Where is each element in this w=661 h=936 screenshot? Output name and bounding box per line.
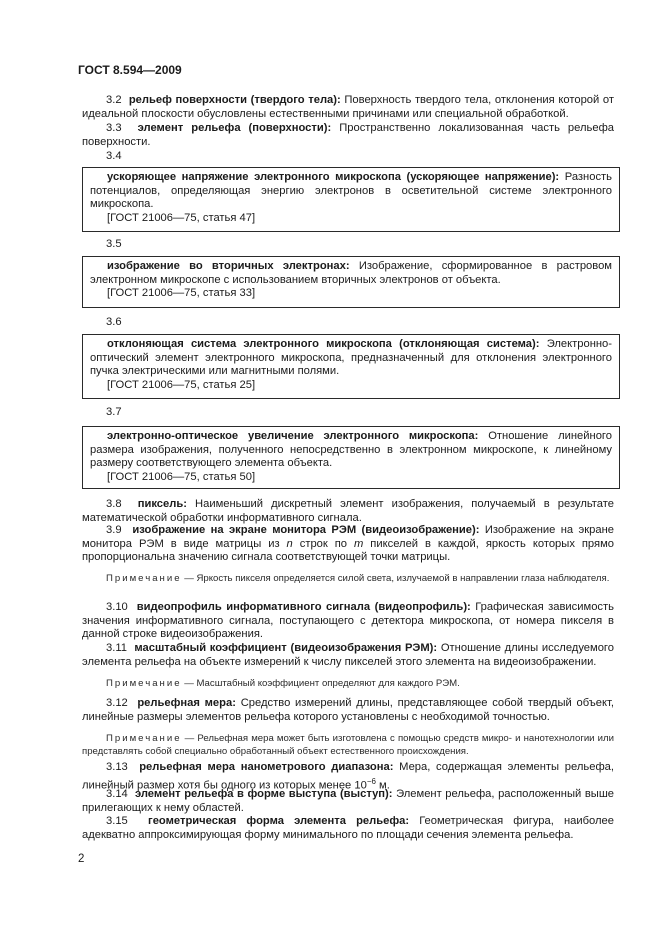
term: электронно-оптическое увеличение электронного микроскопа: xyxy=(107,430,479,442)
definition-3-13: 3.13 рельефная мера нанометрового диапазона: Мера, содержащая элементы рельефа, линейный размер хотя бы одного из которых менее $10^{-6}$ м. xyxy=(82,761,614,792)
definition-3-5-box: изображение во вторичных электронах: Изображение, сформированное в растровом электронном микроскопе с использованием вторичных электронов от объекта. [ГОСТ 21006—75, статья 33] xyxy=(82,256,620,308)
term: рельефная мера: xyxy=(137,697,236,709)
reference: [ГОСТ 21006—75, статья 50] xyxy=(107,470,256,483)
definition-3-11: 3.11 масштабный коэффициент (видеоизображения РЭМ): Отношение длины исследуемого элемента рельефа на объекте измерений к числу пикселей этого элемента на видеоизображении. xyxy=(82,642,614,668)
term: ускоряющее напряжение электронного микроскопа (ускоряющее напряжение): xyxy=(107,171,560,183)
term: элемент рельефа (поверхности): xyxy=(137,122,332,134)
page-number: 2 xyxy=(78,853,85,865)
term: пиксель: xyxy=(137,498,187,510)
term: отклоняющая система электронного микроскопа (отклоняющая система): xyxy=(107,338,540,350)
definition-3-7-number: 3.7 xyxy=(106,406,122,418)
note-relief-measure: Примечание — Рельефная мера может быть изготовлена с помощью средств микро- и нанотехнологии или представлять собой специально обработанный объект естественного происхождения. xyxy=(82,733,614,757)
definition-3-9: 3.9 изображение на экране монитора РЭМ (видеоизображение): Изображение на экране монитора РЭМ в виде матрицы из n строк по m пикселей в каждой, яркость которых прямо пропорциональна значению сигнала соответствующей точки матрицы. xyxy=(82,524,615,564)
definition-3-3: 3.3 элемент рельефа (поверхности): Пространственно локализованная часть рельефа поверхности. xyxy=(82,122,615,148)
definition-3-5-number: 3.5 xyxy=(106,238,122,250)
term: изображение на экране монитора РЭМ (видеоизображение): xyxy=(132,524,480,536)
term: изображение во вторичных электронах: xyxy=(107,260,350,272)
definition-3-4-box: ускоряющее напряжение электронного микроскопа (ускоряющее напряжение): Разность потенциалов, определяющая энергию электронов в осветительной системе электронного микроскопа. [ГОСТ 21006—75, статья 47] xyxy=(82,167,620,232)
document-header: ГОСТ 8.594—2009 xyxy=(78,63,182,77)
term: рельефная мера нанометрового диапазона: xyxy=(139,761,394,773)
reference: [ГОСТ 21006—75, статья 25] xyxy=(107,378,256,391)
note-label: Примечание xyxy=(106,733,182,744)
definition-3-2: 3.2 рельеф поверхности (твердого тела): Поверхность твердого тела, отклонения которой от идеальной плоскости обусловлены естественными причинами или специальной обработкой. xyxy=(82,94,614,120)
term: масштабный коэффициент (видеоизображения РЭМ): xyxy=(134,642,438,654)
note-scale-factor: Примечание — Масштабный коэффициент определяют для каждого РЭМ. xyxy=(106,678,460,689)
definition-3-6-box: отклоняющая система электронного микроскопа (отклоняющая система): Электронно-оптический элемент электронного микроскопа, предназначенный для отклонения электронного пучка электрическими или магнитными полями. [ГОСТ 21006—75, статья 25] xyxy=(82,334,620,399)
definition-3-14: 3.14 элемент рельефа в форме выступа (выступ): Элемент рельефа, расположенный выше прилегающих к нему областей. xyxy=(82,788,615,814)
definition-3-7-box: электронно-оптическое увеличение электронного микроскопа: Отношение линейного размера изображения, полученного непосредственно в электронном микроскопе, к линейному размеру соответствующего элемента объекта. [ГОСТ 21006—75, статья 50] xyxy=(82,426,620,489)
term: геометрическая форма элемента рельефа: xyxy=(148,815,410,827)
term: видеопрофиль информативного сигнала (видеопрофиль): xyxy=(136,601,471,613)
definition-3-8: 3.8 пиксель: Наименьший дискретный элемент изображения, получаемый в результате математической обработки информативного сигнала. xyxy=(82,498,615,524)
definition-3-10: 3.10 видеопрофиль информативного сигнала (видеопрофиль): Графическая зависимость значения информативного сигнала, поступающего с детектора микроскопа, от номера пикселя в данной строке видеоизображения. xyxy=(82,601,614,641)
definition-3-6-number: 3.6 xyxy=(106,316,122,328)
term: элемент рельефа в форме выступа (выступ): xyxy=(134,788,393,800)
note-pixel-brightness: Примечание — Яркость пикселя определяется силой света, излучаемой в направлении глаза наблюдателя. xyxy=(106,573,610,584)
term: рельеф поверхности (твердого тела): xyxy=(128,94,341,106)
definition-3-12: 3.12 рельефная мера: Средство измерений длины, представляющее собой твердый объект, линейные размеры элементов рельефа которого установлены с необходимой точностью. xyxy=(82,697,614,723)
reference: [ГОСТ 21006—75, статья 33] xyxy=(107,287,256,300)
note-label: Примечание xyxy=(106,678,182,689)
note-label: Примечание xyxy=(106,573,182,584)
reference: [ГОСТ 21006—75, статья 47] xyxy=(107,211,256,224)
definition-3-15: 3.15 геометрическая форма элемента рельефа: Геометрическая фигура, наиболее адекватно аппроксимирующая форму минимального по площади сечения элемента рельефа. xyxy=(82,815,614,841)
definition-3-4-number: 3.4 xyxy=(106,150,122,162)
